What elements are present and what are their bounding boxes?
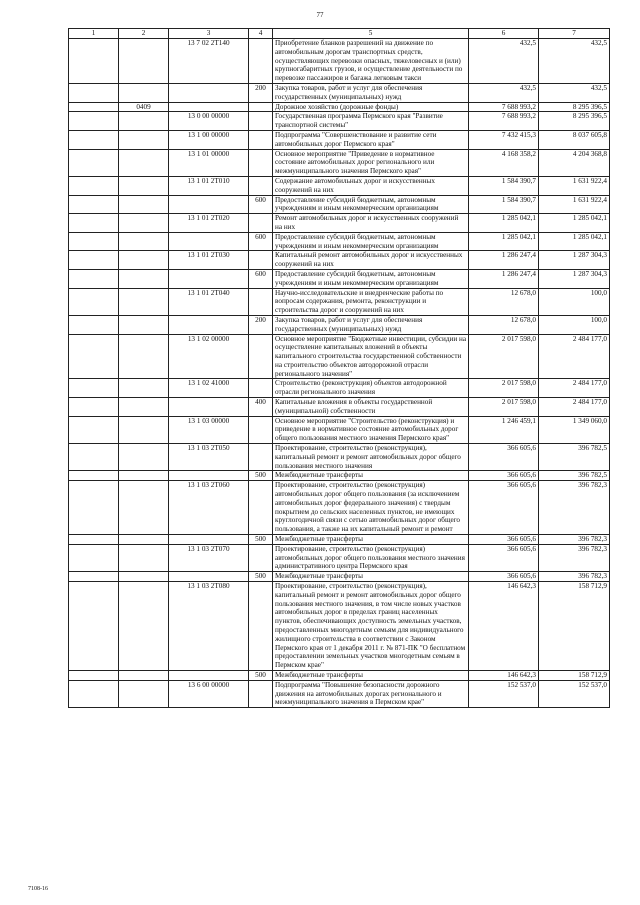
header-cell: 5 <box>273 29 469 39</box>
row-expense-type <box>249 379 273 398</box>
table-row <box>69 232 610 251</box>
table-row <box>69 670 610 680</box>
row-description: Проектирование, строительство (реконструкция) автомобильных дорог общего пользования (за исключением автомобильных дорог федерального значения) с твердым покрытием до сельских населенных пунктов, не имеющих круглогодичной связи с сетью автомобильных дорог общего пользования, а также на их капитальный ремонт и ремонт <box>273 481 469 535</box>
row-amount-2018: 8 295 396,5 <box>539 112 610 131</box>
table-row <box>69 544 610 571</box>
table-row <box>69 416 610 443</box>
row-description: Научно-исследовательские и внедренческие работы по вопросам содержания, ремонта, реконструкции и строительства дорог и сооружений на них <box>273 288 469 315</box>
table-body <box>69 39 610 708</box>
row-section-code: 0409 <box>119 102 169 112</box>
row-target-code: 13 6 00 00000 <box>169 680 249 707</box>
row-amount-2017: 12 678,0 <box>469 315 539 334</box>
row-description: Основное мероприятие "Строительство (реконструкция) и приведение в нормативное состояние автомобильных дорог общего пользования местного значения Пермского края" <box>273 416 469 443</box>
row-description: Строительство (реконструкция) объектов автодорожной отрасли регионального значения <box>273 379 469 398</box>
row-expense-type <box>249 176 273 195</box>
row-amount-2017: 366 605,6 <box>469 572 539 582</box>
row-col1 <box>69 379 119 398</box>
table-header <box>69 29 610 39</box>
row-expense-type <box>249 251 273 270</box>
row-expense-type <box>249 481 273 535</box>
row-target-code: 13 1 02 41000 <box>169 379 249 398</box>
row-col1 <box>69 269 119 288</box>
row-col1 <box>69 214 119 233</box>
row-description: Проектирование, строительство (реконструкция) автомобильных дорог общего пользования местного значения административного центра Пермского края <box>273 544 469 571</box>
row-amount-2017: 432,5 <box>469 83 539 102</box>
row-amount-2018: 396 782,3 <box>539 481 610 535</box>
row-expense-type <box>249 582 273 671</box>
table-row <box>69 102 610 112</box>
row-col1 <box>69 251 119 270</box>
row-col1 <box>69 112 119 131</box>
row-section-code <box>119 39 169 84</box>
header-cell: 4 <box>249 29 273 39</box>
row-col1 <box>69 149 119 176</box>
row-target-code: 13 1 01 2Т020 <box>169 214 249 233</box>
row-amount-2017: 146 642,3 <box>469 670 539 680</box>
row-description: Проектирование, строительство (реконструкция), капитальный ремонт и ремонт автомобильных дорог общего пользования местного значения, в том числе новых участков автомобильных дорог в пределах границ населенных пунктов, обеспечивающих доступность земельных участков, предоставленных многодетным семьям для индивидуального жилищного строительства в соответствии с Законом Пермского края от 1 декабря 2011 г. № 871-ПК "О бесплатном предоставлении земельных участков многодетным семьям в Пермском крае" <box>273 582 469 671</box>
row-amount-2017: 1 286 247,4 <box>469 251 539 270</box>
row-col1 <box>69 670 119 680</box>
row-target-code <box>169 83 249 102</box>
row-description: Содержание автомобильных дорог и искусственных сооружений на них <box>273 176 469 195</box>
row-amount-2018: 100,0 <box>539 288 610 315</box>
table-row <box>69 83 610 102</box>
table-row <box>69 444 610 471</box>
row-expense-type <box>249 334 273 379</box>
row-section-code <box>119 680 169 707</box>
table-row <box>69 251 610 270</box>
row-target-code <box>169 398 249 417</box>
row-amount-2017: 366 605,6 <box>469 471 539 481</box>
row-target-code <box>169 269 249 288</box>
row-description: Межбюджетные трансферты <box>273 572 469 582</box>
row-amount-2018: 2 484 177,0 <box>539 379 610 398</box>
budget-table <box>68 28 610 708</box>
row-description: Предоставление субсидий бюджетным, автономным учреждениям и иным некоммерческим организациям <box>273 232 469 251</box>
row-amount-2018: 396 782,3 <box>539 535 610 545</box>
row-amount-2017: 1 285 042,1 <box>469 214 539 233</box>
row-description: Основное мероприятие "Бюджетные инвестиции, субсидии на осуществление капитальных вложений в объекты капитального строительства государственной собственности на строительство объектов автодорожной отрасли регионального значения" <box>273 334 469 379</box>
row-target-code: 13 1 03 2Т050 <box>169 444 249 471</box>
table-row <box>69 398 610 417</box>
row-col1 <box>69 195 119 214</box>
table-row <box>69 149 610 176</box>
row-target-code <box>169 315 249 334</box>
row-description: Межбюджетные трансферты <box>273 471 469 481</box>
row-expense-type <box>249 544 273 571</box>
row-col1 <box>69 572 119 582</box>
row-amount-2018: 396 782,5 <box>539 444 610 471</box>
table-row <box>69 535 610 545</box>
row-col1 <box>69 398 119 417</box>
row-description: Подпрограмма "Повышение безопасности дорожного движения на автомобильных дорогах регионального и межмуниципального значения в Пермском крае" <box>273 680 469 707</box>
table-row <box>69 572 610 582</box>
row-target-code <box>169 670 249 680</box>
row-target-code: 13 1 01 00000 <box>169 149 249 176</box>
row-expense-type: 500 <box>249 471 273 481</box>
row-col1 <box>69 102 119 112</box>
row-description: Государственная программа Пермского края "Развитие транспортной системы" <box>273 112 469 131</box>
row-section-code <box>119 582 169 671</box>
row-col1 <box>69 83 119 102</box>
row-amount-2017: 7 688 993,2 <box>469 112 539 131</box>
row-expense-type <box>249 444 273 471</box>
row-amount-2017: 1 584 390,7 <box>469 195 539 214</box>
row-section-code <box>119 176 169 195</box>
row-target-code: 13 1 01 2Т040 <box>169 288 249 315</box>
row-amount-2018: 432,5 <box>539 83 610 102</box>
header-cell: 6 <box>469 29 539 39</box>
row-target-code: 13 1 03 00000 <box>169 416 249 443</box>
row-amount-2017: 366 605,6 <box>469 535 539 545</box>
row-amount-2018: 158 712,9 <box>539 670 610 680</box>
row-amount-2018: 1 631 922,4 <box>539 195 610 214</box>
row-amount-2018: 1 631 922,4 <box>539 176 610 195</box>
row-amount-2017: 1 246 459,1 <box>469 416 539 443</box>
row-section-code <box>119 379 169 398</box>
row-col1 <box>69 288 119 315</box>
row-col1 <box>69 544 119 571</box>
table-row <box>69 315 610 334</box>
row-amount-2018: 396 782,3 <box>539 544 610 571</box>
row-expense-type: 500 <box>249 535 273 545</box>
row-amount-2017: 1 584 390,7 <box>469 176 539 195</box>
row-col1 <box>69 444 119 471</box>
row-expense-type <box>249 39 273 84</box>
row-expense-type <box>249 102 273 112</box>
row-amount-2018: 2 484 177,0 <box>539 398 610 417</box>
row-description: Приобретение бланков разрешений на движение по автомобильным дорогам транспортных средств, осуществляющих перевозки опасных, тяжеловесных и (или) крупногабаритных грузов, и осуществление деятельности по перевозке пассажиров и багажа легковым такси <box>273 39 469 84</box>
row-col1 <box>69 176 119 195</box>
row-amount-2018: 8 037 605,8 <box>539 130 610 149</box>
row-amount-2017: 432,5 <box>469 39 539 84</box>
row-amount-2017: 2 017 598,0 <box>469 334 539 379</box>
row-section-code <box>119 481 169 535</box>
row-amount-2017: 152 537,0 <box>469 680 539 707</box>
row-section-code <box>119 232 169 251</box>
row-col1 <box>69 535 119 545</box>
row-target-code: 13 0 00 00000 <box>169 112 249 131</box>
row-amount-2017: 1 285 042,1 <box>469 232 539 251</box>
row-expense-type <box>249 149 273 176</box>
row-col1 <box>69 582 119 671</box>
row-target-code <box>169 102 249 112</box>
header-cell: 3 <box>169 29 249 39</box>
row-target-code: 13 1 01 2Т030 <box>169 251 249 270</box>
row-description: Межбюджетные трансферты <box>273 670 469 680</box>
row-section-code <box>119 130 169 149</box>
row-section-code <box>119 214 169 233</box>
row-section-code <box>119 416 169 443</box>
row-amount-2018: 1 349 060,0 <box>539 416 610 443</box>
row-section-code <box>119 195 169 214</box>
row-amount-2018: 396 782,5 <box>539 471 610 481</box>
row-description: Предоставление субсидий бюджетным, автономным учреждениям и иным некоммерческим организациям <box>273 269 469 288</box>
row-expense-type <box>249 680 273 707</box>
row-description: Дорожное хозяйство (дорожные фонды) <box>273 102 469 112</box>
row-amount-2018: 2 484 177,0 <box>539 334 610 379</box>
table-row <box>69 112 610 131</box>
row-amount-2018: 1 285 042,1 <box>539 214 610 233</box>
row-section-code <box>119 544 169 571</box>
row-amount-2017: 366 605,6 <box>469 444 539 471</box>
row-expense-type <box>249 112 273 131</box>
row-target-code <box>169 195 249 214</box>
row-expense-type <box>249 288 273 315</box>
row-amount-2018: 396 782,3 <box>539 572 610 582</box>
table-row <box>69 39 610 84</box>
row-amount-2018: 1 285 042,1 <box>539 232 610 251</box>
table-row <box>69 334 610 379</box>
row-amount-2018: 1 287 304,3 <box>539 251 610 270</box>
row-amount-2017: 4 168 358,2 <box>469 149 539 176</box>
row-col1 <box>69 39 119 84</box>
row-expense-type: 500 <box>249 670 273 680</box>
row-expense-type: 200 <box>249 83 273 102</box>
row-target-code: 13 1 03 2Т060 <box>169 481 249 535</box>
row-amount-2018: 432,5 <box>539 39 610 84</box>
row-section-code <box>119 334 169 379</box>
row-amount-2018: 158 712,9 <box>539 582 610 671</box>
row-amount-2017: 12 678,0 <box>469 288 539 315</box>
row-section-code <box>119 251 169 270</box>
row-description: Закупка товаров, работ и услуг для обеспечения государственных (муниципальных) нужд <box>273 315 469 334</box>
row-section-code <box>119 398 169 417</box>
table-row <box>69 195 610 214</box>
row-expense-type: 600 <box>249 232 273 251</box>
row-amount-2018: 8 295 396,5 <box>539 102 610 112</box>
row-target-code: 13 1 03 2Т070 <box>169 544 249 571</box>
table-row <box>69 582 610 671</box>
row-target-code: 13 1 02 00000 <box>169 334 249 379</box>
row-amount-2017: 366 605,6 <box>469 544 539 571</box>
row-description: Капитальный ремонт автомобильных дорог и искусственных сооружений на них <box>273 251 469 270</box>
table-row <box>69 379 610 398</box>
page-number: 77 <box>316 11 324 19</box>
footer-code: 7108-16 <box>28 886 48 892</box>
header-cell: 2 <box>119 29 169 39</box>
table-row <box>69 269 610 288</box>
row-col1 <box>69 471 119 481</box>
row-col1 <box>69 680 119 707</box>
row-target-code: 13 1 00 00000 <box>169 130 249 149</box>
row-target-code: 13 1 03 2Т080 <box>169 582 249 671</box>
row-amount-2018: 152 537,0 <box>539 680 610 707</box>
row-section-code <box>119 288 169 315</box>
row-col1 <box>69 416 119 443</box>
row-amount-2018: 1 287 304,3 <box>539 269 610 288</box>
header-cell: 1 <box>69 29 119 39</box>
header-row <box>69 29 610 39</box>
row-description: Капитальные вложения в объекты государственной (муниципальной) собственности <box>273 398 469 417</box>
row-amount-2017: 146 642,3 <box>469 582 539 671</box>
row-description: Подпрограмма "Совершенствование и развитие сети автомобильных дорог Пермского края" <box>273 130 469 149</box>
row-description: Основное мероприятие "Приведение в нормативное состояние автомобильных дорог регионального или межмуниципального значения Пермского края" <box>273 149 469 176</box>
row-expense-type <box>249 214 273 233</box>
row-expense-type: 500 <box>249 572 273 582</box>
row-section-code <box>119 149 169 176</box>
row-target-code <box>169 535 249 545</box>
row-amount-2017: 1 286 247,4 <box>469 269 539 288</box>
row-expense-type: 400 <box>249 398 273 417</box>
row-section-code <box>119 444 169 471</box>
row-section-code <box>119 112 169 131</box>
row-amount-2017: 7 688 993,2 <box>469 102 539 112</box>
row-section-code <box>119 572 169 582</box>
row-section-code <box>119 269 169 288</box>
table-row <box>69 680 610 707</box>
row-col1 <box>69 481 119 535</box>
row-section-code <box>119 315 169 334</box>
row-expense-type: 200 <box>249 315 273 334</box>
header-cell: 7 <box>539 29 610 39</box>
row-target-code <box>169 572 249 582</box>
row-amount-2018: 4 204 368,8 <box>539 149 610 176</box>
row-target-code: 13 1 01 2Т010 <box>169 176 249 195</box>
row-section-code <box>119 535 169 545</box>
row-section-code <box>119 670 169 680</box>
row-col1 <box>69 232 119 251</box>
row-col1 <box>69 130 119 149</box>
row-amount-2018: 100,0 <box>539 315 610 334</box>
row-section-code <box>119 83 169 102</box>
row-description: Проектирование, строительство (реконструкция), капитальный ремонт и ремонт автомобильных дорог общего пользования местного значения <box>273 444 469 471</box>
table-row <box>69 481 610 535</box>
row-description: Закупка товаров, работ и услуг для обеспечения государственных (муниципальных) нужд <box>273 83 469 102</box>
row-expense-type <box>249 130 273 149</box>
row-description: Предоставление субсидий бюджетным, автономным учреждениям и иным некоммерческим организациям <box>273 195 469 214</box>
row-amount-2017: 366 605,6 <box>469 481 539 535</box>
row-description: Ремонт автомобильных дорог и искусственных сооружений на них <box>273 214 469 233</box>
table-row <box>69 471 610 481</box>
row-amount-2017: 2 017 598,0 <box>469 379 539 398</box>
row-col1 <box>69 315 119 334</box>
row-section-code <box>119 471 169 481</box>
row-expense-type: 600 <box>249 269 273 288</box>
row-amount-2017: 7 432 415,3 <box>469 130 539 149</box>
table-row <box>69 214 610 233</box>
table-row <box>69 176 610 195</box>
row-target-code <box>169 471 249 481</box>
table-row <box>69 288 610 315</box>
row-target-code: 13 7 02 2Т140 <box>169 39 249 84</box>
row-col1 <box>69 334 119 379</box>
row-target-code <box>169 232 249 251</box>
row-description: Межбюджетные трансферты <box>273 535 469 545</box>
row-expense-type: 600 <box>249 195 273 214</box>
row-expense-type <box>249 416 273 443</box>
row-amount-2017: 2 017 598,0 <box>469 398 539 417</box>
table-row <box>69 130 610 149</box>
